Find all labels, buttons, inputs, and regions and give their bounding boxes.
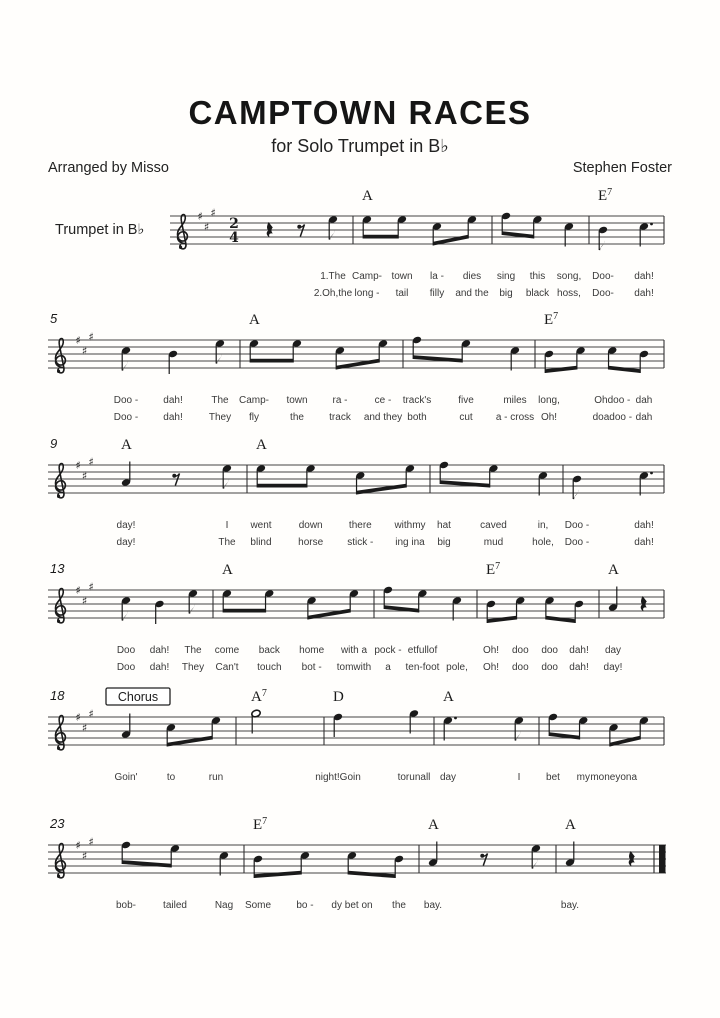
augmentation-dot [454,717,457,720]
page-title: CAMPTOWN RACES [188,94,532,131]
lyric-verse1: dah! [163,395,183,406]
lyric-verse2: They [181,662,205,673]
lyric-verse1: down [298,520,323,531]
lyric-verse1: the [392,900,406,911]
chorus-label: Chorus [117,690,159,704]
lyric-verse2: hoss, [557,288,581,299]
chord-symbol: A [443,689,454,705]
eighth-flag-icon [122,361,127,371]
lyric-verse1: ce - [374,395,392,406]
lyric-verse2: doo [511,662,529,673]
lyric-verse1: I [225,520,229,531]
lyric-verse1: to [166,772,176,783]
lyric-verse2: cut [459,412,473,423]
measure-number: 13 [50,561,65,576]
chord-symbol: $E^7$ [598,187,613,204]
lyric-verse1: dah! [149,645,170,656]
sharp-icon: ♯ [203,220,210,234]
sharp-icon: ♯ [75,838,81,852]
staff-system-3 [48,435,672,553]
sharp-icon: ♯ [81,469,88,483]
measure-number: 9 [50,436,58,451]
lyric-verse2: doadoo - [592,412,633,423]
lyric-verse1: The [184,645,202,656]
lyric-verse1: torunall [397,772,431,783]
lyric-verse1: Nag [214,900,234,911]
beam [257,484,307,488]
lyric-verse1: Doo [116,645,136,656]
lyric-verse1: The [211,395,229,406]
lyric-verse1: night!Goin [315,772,361,783]
lyric-verse2: blind [250,537,272,548]
beam [363,235,398,239]
lyric-verse2: track [329,412,351,423]
lyric-verse1: Camp- [238,395,270,406]
eighth-flag-icon [599,241,604,251]
arranger-credit: Arranged by Misso [48,160,169,176]
beam [545,366,577,373]
eighth-flag-icon [122,611,127,621]
sharp-icon: ♯ [75,333,81,347]
lyric-verse1: in, [537,520,549,531]
beam [487,616,516,623]
beam [250,359,293,363]
eighth-flag-icon [223,479,228,489]
chord-symbol: $E^7$ [486,561,501,578]
staff-system-4 [48,560,672,678]
lyric-verse2: pole, [446,662,468,673]
lyric-verse2: Doo - [564,537,590,548]
lyric-verse1: dah [635,395,653,406]
chord-symbol: A [256,437,267,453]
sharp-icon: ♯ [210,206,216,220]
lyric-verse2: Can't [215,662,239,673]
lyric-verse2: long - [354,288,380,299]
lyric-verse2: dah! [634,288,654,299]
lyric-verse1: run [208,772,224,783]
lyric-verse1: dah! [569,645,589,656]
eighth-flag-icon [573,490,578,500]
lyric-verse2: Oh! [540,412,558,423]
lyric-verse1: Camp- [351,271,383,282]
lyric-verse1: this [529,271,546,282]
lyric-verse1: dies [462,271,482,282]
lyric-verse2: bot - [301,662,322,673]
lyric-verse1: town [391,271,413,282]
lyric-verse1: there [348,520,372,531]
lyric-verse1: Some [244,900,272,911]
lyric-verse2: horse [298,537,324,548]
lyric-verse1: Ohdoo - [594,395,631,406]
chord-symbol: A [608,562,619,578]
lyric-verse2: dah [635,412,653,423]
chord-symbol: A [362,188,373,204]
lyric-verse1: back [258,645,280,656]
lyric-verse2: mud [483,537,504,548]
lyric-verse2: They [208,412,232,423]
lyric-verse2: hole, [532,537,554,548]
lyric-verse1: doo [541,645,559,656]
staff-system-2 [48,310,672,428]
staff-system-6 [48,815,672,933]
lyric-verse1: dy bet on [331,900,373,911]
chord-symbol: A [428,817,439,833]
sharp-icon: ♯ [75,583,81,597]
lyric-verse1: Oh! [482,645,500,656]
lyric-verse1: tailed [163,900,187,911]
measure-number: 5 [50,311,58,326]
lyric-verse2: and they [363,412,403,423]
lyric-verse2: filly [429,288,445,299]
lyric-verse1: dah! [634,520,654,531]
composer-credit: Stephen Foster [572,160,672,176]
lyric-verse2: doo [541,662,559,673]
lyric-verse1: bo - [296,900,314,911]
lyric-verse2: dah! [163,412,183,423]
time-sig-top: 2 [229,216,239,232]
lyric-verse1: track's [402,395,432,406]
lyric-verse1: withmy [394,520,426,531]
sharp-icon: ♯ [88,707,94,721]
lyric-verse2: a [385,662,391,673]
lyric-verse1: Goin' [114,772,138,783]
sharp-icon: ♯ [88,835,94,849]
lyric-verse2: big [499,288,513,299]
lyric-verse1: town [286,395,308,406]
sharp-icon: ♯ [81,594,88,608]
lyric-verse2: big [437,537,451,548]
chord-symbol: $E^7$ [544,311,559,328]
sharp-icon: ♯ [88,580,94,594]
eighth-flag-icon [532,859,537,869]
lyric-verse1: bet [546,772,560,783]
sharp-icon: ♯ [197,209,203,223]
lyric-verse2: Doo - [113,412,139,423]
lyric-verse1: caved [480,520,507,531]
lyric-verse1: pock - [374,645,402,656]
chord-symbol: A [249,312,260,328]
lyric-verse1: Doo - [113,395,139,406]
lyric-verse1: long, [538,395,560,406]
lyric-verse2: the [290,412,304,423]
final-barline-thick [659,845,666,873]
lyric-verse1: day! [116,520,136,531]
lyric-verse2: Doo [116,662,136,673]
chord-symbol: D [333,689,344,705]
lyric-verse2: tomwith [336,662,372,673]
chord-symbol: A [121,437,132,453]
sharp-icon: ♯ [81,849,88,863]
lyric-verse2: black [525,288,550,299]
lyric-verse1: bay. [423,900,443,911]
lyric-verse1: Doo - [564,520,590,531]
lyric-verse1: day [439,772,457,783]
lyric-verse2: 2.Oh,the [313,288,353,299]
lyric-verse2: day! [603,662,623,673]
lyric-verse1: ra - [332,395,348,406]
lyric-verse1: come [214,645,240,656]
lyric-verse2: both [407,412,427,423]
lyric-verse1: moneyona [590,772,638,783]
chord-symbol: $E^7$ [253,816,268,833]
lyric-verse2: Doo- [592,288,614,299]
lyric-verse2: touch [257,662,282,673]
lyric-verse2: and the [455,288,489,299]
sharp-icon: ♯ [88,455,94,469]
lyric-verse1: Doo- [592,271,614,282]
sharp-icon: ♯ [81,344,88,358]
lyric-verse1: etfullof [407,645,438,656]
lyric-verse2: The [218,537,236,548]
lyric-verse2: dah! [634,537,654,548]
beam [254,871,301,878]
lyric-verse1: my [576,772,591,783]
beam [223,609,265,613]
staff-system-1 [48,186,672,304]
lyric-verse2: tail [395,288,409,299]
augmentation-dot [650,472,653,475]
lyric-verse1: day [604,645,622,656]
lyric-verse1: I [517,772,521,783]
chord-symbol: A [565,817,576,833]
eighth-flag-icon [515,731,520,741]
lyric-verse2: ing ina [395,537,425,548]
lyric-verse2: a - cross [495,412,535,423]
lyric-verse1: with a [340,645,368,656]
lyric-verse1: song, [556,271,582,282]
augmentation-dot [650,223,653,226]
staff-system-5 [48,687,672,805]
beam [609,366,641,373]
eighth-flag-icon [189,604,194,614]
sharp-icon: ♯ [81,721,88,735]
chord-symbol: $A^7$ [251,688,267,705]
measure-number: 23 [50,816,65,831]
lyric-verse1: five [458,395,474,406]
lyric-verse1: la - [430,271,444,282]
lyric-verse1: bay. [560,900,580,911]
beam [546,616,575,623]
lyric-verse2: stick - [347,537,374,548]
lyric-verse2: dah! [569,662,589,673]
lyric-verse1: 1.The [320,271,346,282]
sharp-icon: ♯ [88,330,94,344]
lyric-verse2: fly [249,412,259,423]
lyric-verse1: hat [437,520,451,531]
instrument-label: Trumpet in B♭ [55,222,145,238]
lyric-verse2: day! [116,537,136,548]
sharp-icon: ♯ [75,458,81,472]
lyric-verse2: dah! [149,662,170,673]
lyric-verse1: went [250,520,272,531]
lyric-verse2: Oh! [482,662,500,673]
lyric-verse2: ten-foot [405,662,440,673]
time-sig-bottom: 4 [229,230,239,246]
lyric-verse1: home [299,645,325,656]
chord-symbol: A [222,562,233,578]
sharp-icon: ♯ [75,710,81,724]
lyric-verse1: doo [511,645,529,656]
lyric-verse1: sing [496,271,516,282]
lyric-verse1: dah! [634,271,654,282]
eighth-flag-icon [216,354,221,364]
measure-number: 18 [50,688,65,703]
page-subtitle: for Solo Trumpet in B♭ [271,136,449,156]
beam [348,871,395,878]
eighth-flag-icon [329,230,334,240]
lyric-verse1: miles [503,395,527,406]
lyric-verse1: bob- [115,900,137,911]
